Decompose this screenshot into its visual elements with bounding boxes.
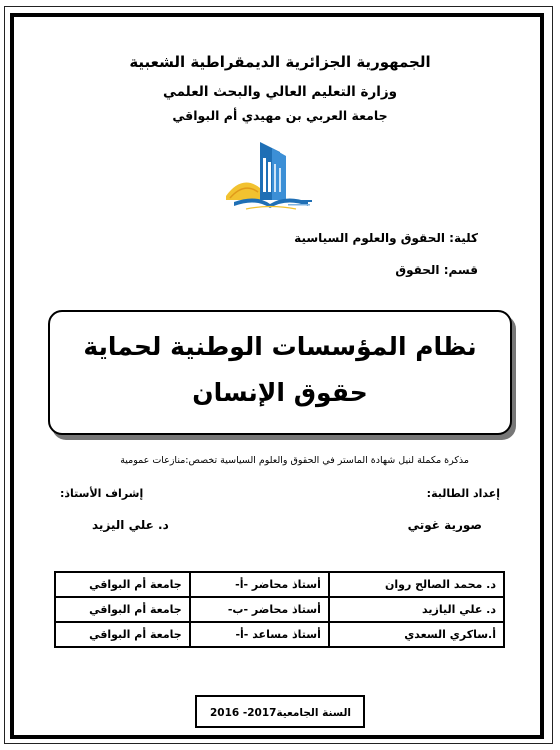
jury-member-rank: أستاذ مساعد -أ- <box>190 622 329 647</box>
jury-member-university: جامعة أم البواقي <box>55 597 190 622</box>
thesis-title-line-1: نظام المؤسسات الوطنية لحماية <box>83 332 477 361</box>
academic-year-value: 2016 -2017 <box>210 707 277 719</box>
academic-year-box <box>195 695 365 728</box>
jury-member-university: جامعة أم البواقي <box>55 622 190 647</box>
ministry-heading: وزارة التعليم العالي والبحث العلمي <box>162 84 398 100</box>
faculty-label: كلية: الحقوق والعلوم السياسية <box>294 231 478 245</box>
jury-member-name: أ.ساكري السعدي <box>329 622 504 647</box>
jury-table <box>54 571 505 648</box>
jury-member-name: د. علي اليازيد <box>329 597 504 622</box>
jury-member-name: د. محمد الصالح روان <box>329 572 504 597</box>
student-name: صورية غوتي <box>407 518 482 532</box>
jury-member-university: جامعة أم البواقي <box>55 572 190 597</box>
supervisor-name: د. علي اليزيد <box>92 518 169 532</box>
table-row <box>55 622 504 647</box>
thesis-title-box <box>48 310 512 435</box>
university-heading: جامعة العربي بن مهيدي أم البواقي <box>172 108 388 123</box>
jury-member-rank: أستاذ محاضر -أ- <box>190 572 329 597</box>
republic-heading: الجمهورية الجزائرية الديمقراطية الشعبية <box>129 53 431 71</box>
jury-member-rank: أستاذ محاضر -ب- <box>190 597 329 622</box>
thesis-title-line-2: حقوق الإنسان <box>192 378 368 407</box>
department-label: قسم: الحقوق <box>395 263 478 277</box>
university-logo <box>216 138 324 218</box>
table-row <box>55 597 504 622</box>
prepared-by-label: إعداد الطالبة: <box>426 487 500 500</box>
table-row <box>55 572 504 597</box>
memo-description: مذكرة مكملة لنيل شهادة الماستر في الحقوق والعلوم السياسية تخصص:منازعات عمومية <box>120 455 469 466</box>
supervised-by-label: إشراف الأستاذ: <box>60 487 144 500</box>
academic-year-label: السنة الجامعية <box>276 707 351 719</box>
